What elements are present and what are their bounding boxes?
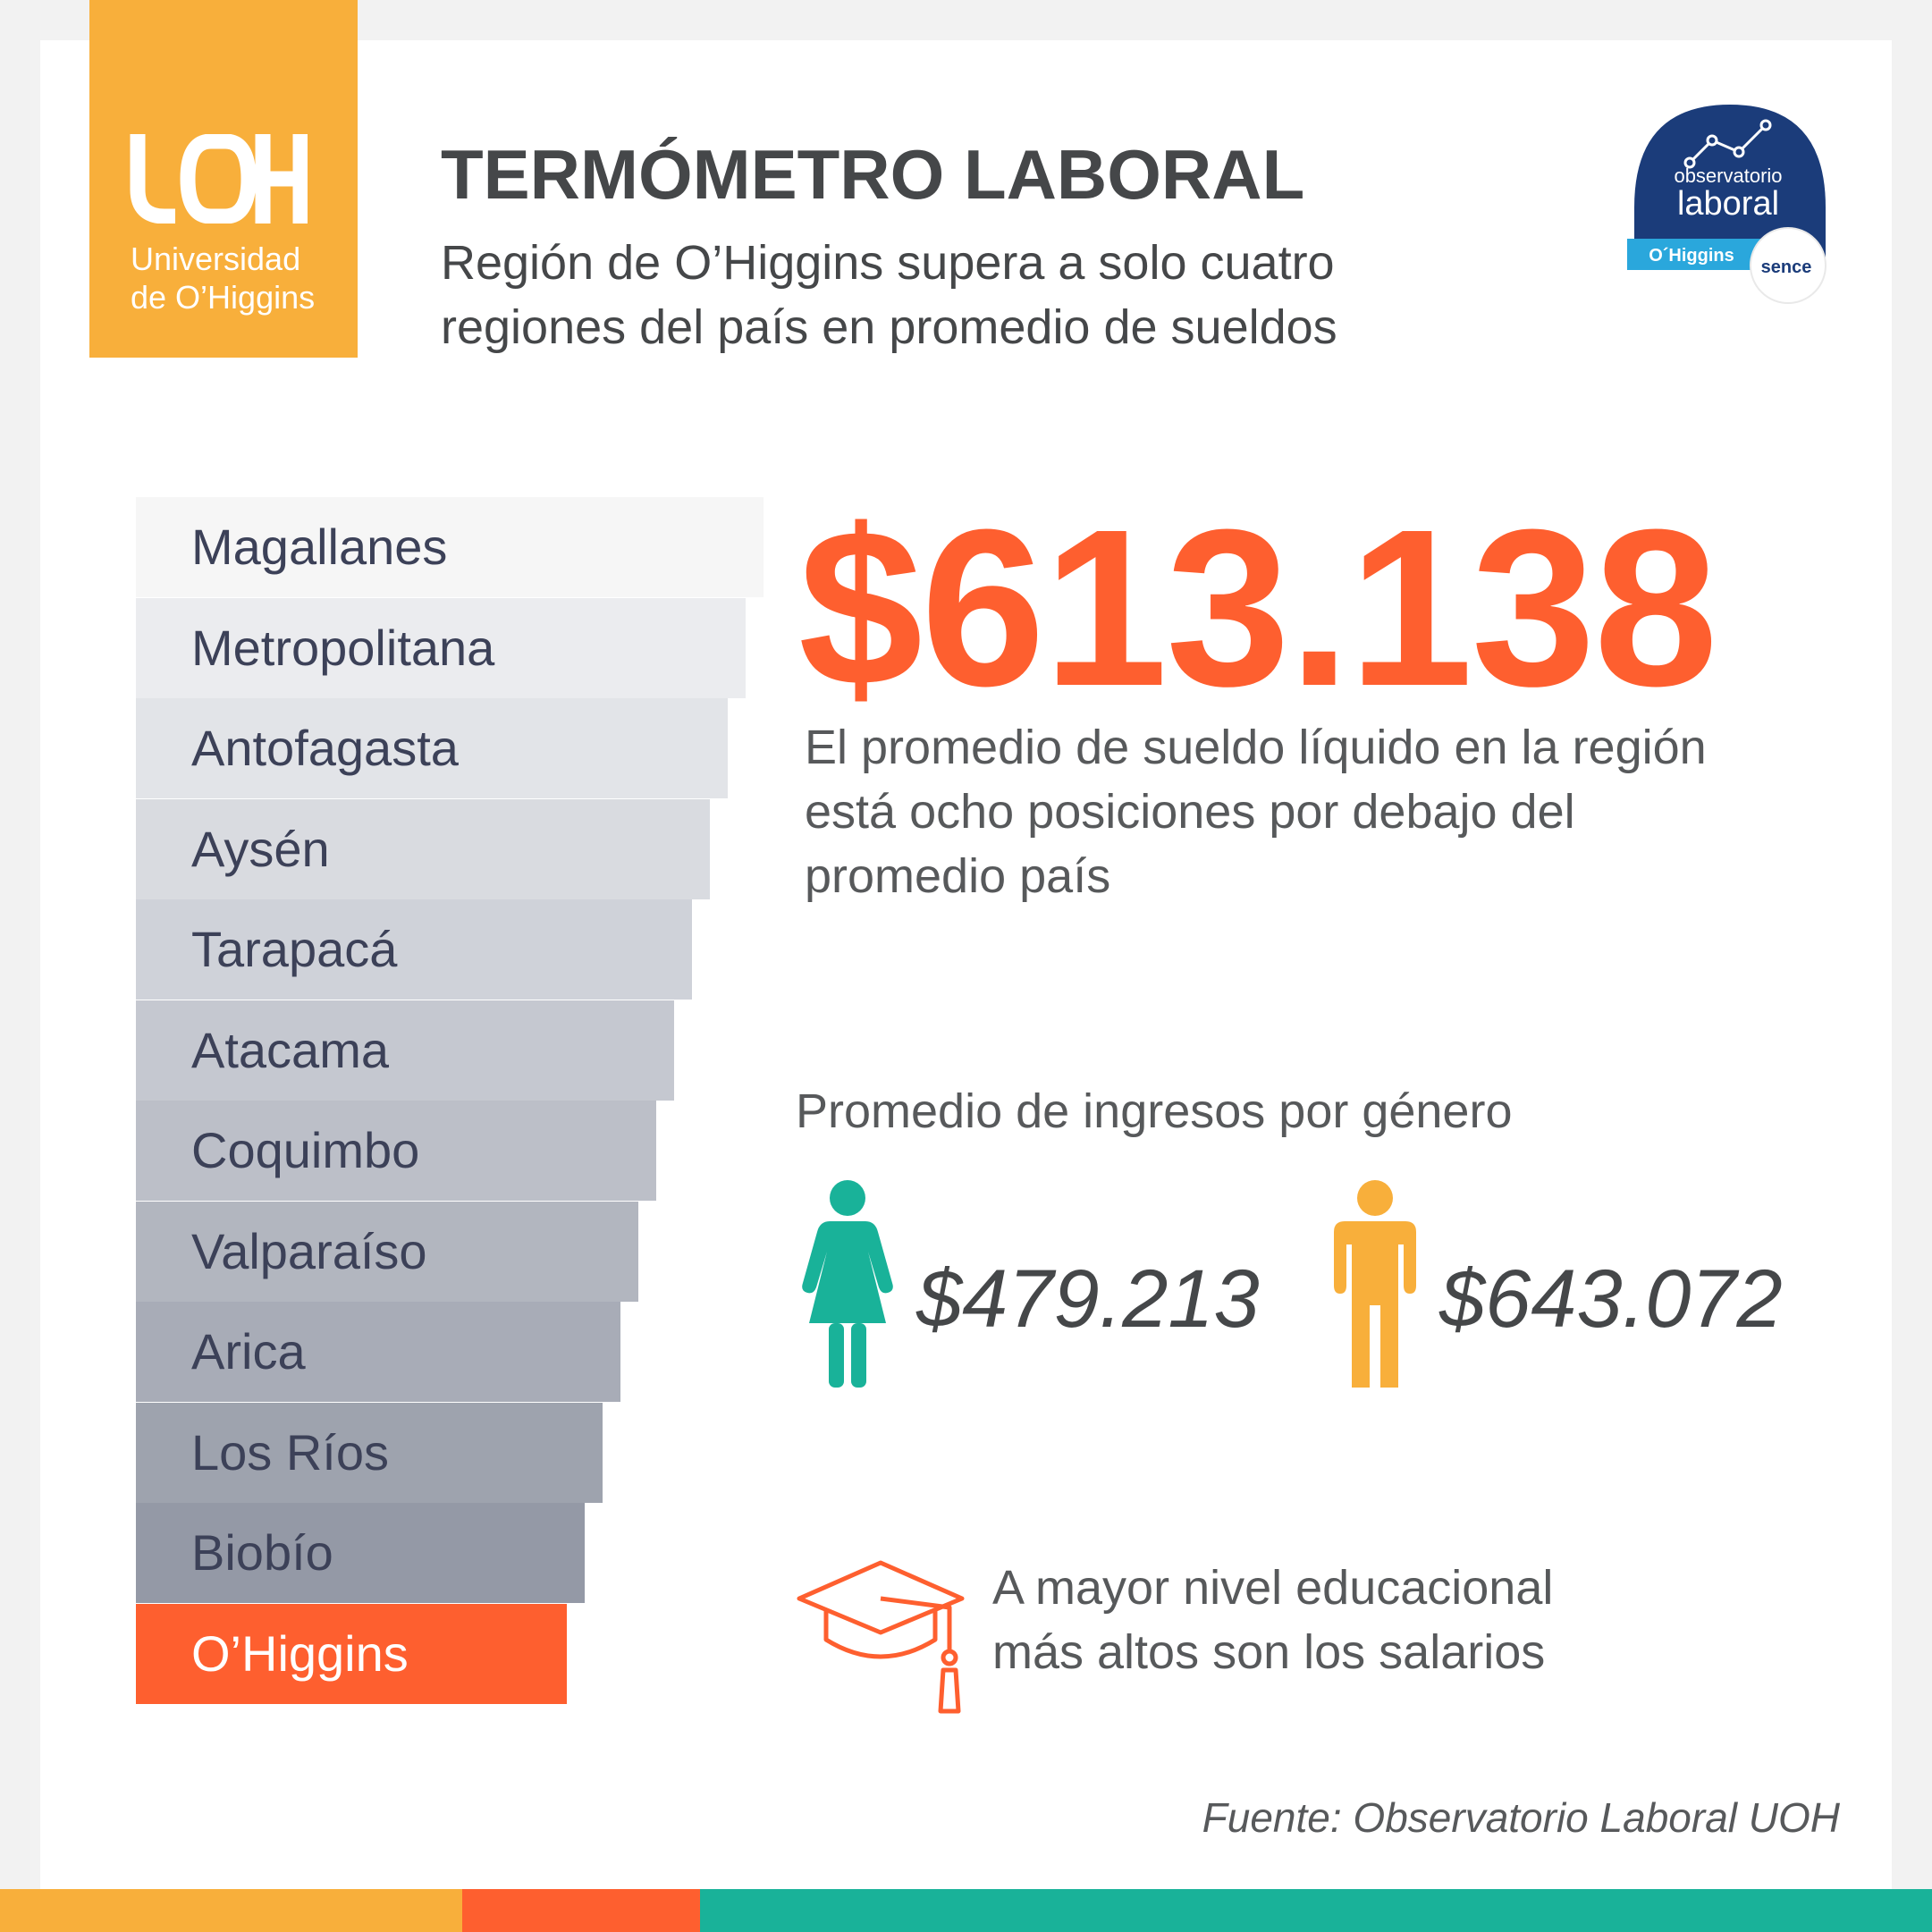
women-income-value: $479.213: [916, 1253, 1260, 1345]
uoh-logo-mark: [129, 134, 308, 224]
logo-name-line2: de O’Higgins: [131, 279, 316, 316]
ranking-item: Aysén: [136, 799, 710, 899]
subtitle-line1: Región de O’Higgins supera a solo cuatro: [441, 236, 1335, 290]
subtitle-line2: regiones del país en promedio de sueldos: [441, 300, 1337, 354]
ranking-item: Biobío: [136, 1503, 585, 1603]
gender-income-title: Promedio de ingresos por género: [796, 1084, 1513, 1138]
salary-desc-line1: El promedio de sueldo líquido en la región: [805, 721, 1707, 774]
average-salary-value: $613.138: [798, 483, 1717, 732]
observatorio-ribbon: O´Higgins: [1649, 246, 1734, 266]
footer-bar-teal: [700, 1889, 1932, 1932]
logo-name-line1: Universidad: [131, 240, 301, 277]
ranking-item: O’Higgins: [136, 1604, 567, 1704]
source-note: Fuente: Observatorio Laboral UOH: [1202, 1794, 1840, 1841]
ranking-item: Magallanes: [136, 497, 764, 597]
ranking-item: Antofagasta: [136, 698, 728, 798]
ranking-item: Tarapacá: [136, 899, 692, 1000]
sence-badge: sence: [1760, 257, 1812, 277]
education-line2: más altos son los salarios: [992, 1625, 1546, 1679]
graduation-cap-icon: [796, 1557, 966, 1718]
woman-icon: [798, 1180, 897, 1388]
salary-desc-line3: promedio país: [805, 849, 1111, 903]
observatorio-line1: observatorio: [1674, 165, 1783, 187]
ranking-item: Arica: [136, 1302, 620, 1402]
observatorio-line2: laboral: [1676, 185, 1780, 223]
ranking-item: Metropolitana: [136, 598, 746, 698]
ranking-item: Los Ríos: [136, 1403, 603, 1503]
ranking-item: Valparaíso: [136, 1202, 638, 1302]
ranking-item: Atacama: [136, 1000, 674, 1101]
education-line1: A mayor nivel educacional: [992, 1561, 1554, 1615]
footer-bar-yellow: [0, 1889, 462, 1932]
logo-university-name: [131, 240, 354, 316]
observatorio-laboral-logo: [1627, 100, 1833, 315]
page-title: TERMÓMETRO LABORAL: [441, 135, 1305, 214]
men-income-value: $643.072: [1439, 1253, 1783, 1345]
page-subtitle: [441, 231, 1514, 359]
man-icon: [1334, 1180, 1416, 1388]
education-statement: [992, 1556, 1708, 1684]
ranking-item: Coquimbo: [136, 1101, 656, 1201]
salary-desc-line2: está ocho posiciones por debajo del: [805, 785, 1575, 839]
footer-bar-orange: [462, 1889, 700, 1932]
uoh-logo: [89, 0, 358, 358]
average-salary-description: [805, 715, 1860, 908]
region-ranking: [136, 497, 815, 1704]
